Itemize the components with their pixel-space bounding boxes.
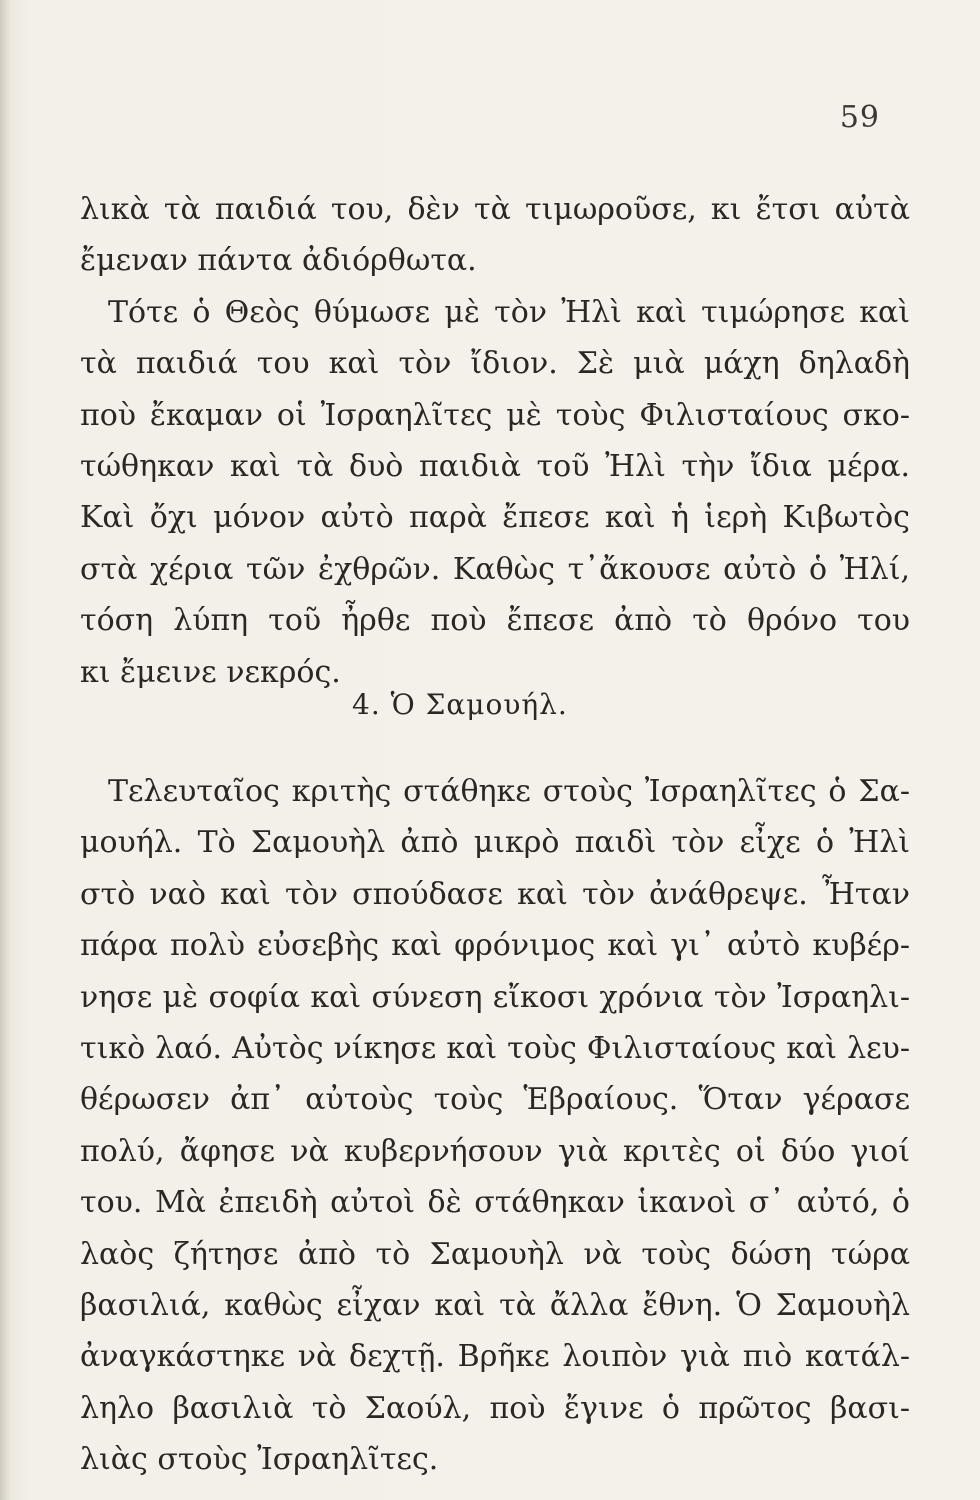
text-line: ληλο βασιλιὰ τὸ Σαούλ, ποὺ ἔγινε ὁ πρῶτος βασι-	[80, 1390, 910, 1426]
text-line: μουήλ. Τὸ Σαμουὴλ ἀπὸ μικρὸ παιδὶ τὸν εἶχε ὁ Ἠλὶ	[80, 825, 910, 861]
text-line: θέρωσεν ἀπ᾿ αὐτοὺς τοὺς Ἑβραίους. Ὅταν γέρασε	[80, 1082, 910, 1118]
text-line: πολύ, ἄφησε νὰ κυβερνήσουν γιὰ κριτὲς οἱ δύο γιοί	[80, 1133, 910, 1169]
text-line: πάρα πολὺ εὐσεβὴς καὶ φρόνιμος καὶ γι᾿ αὐτὸ κυβέρ-	[80, 928, 910, 964]
text-line: τώθηκαν καὶ τὰ δυὸ παιδιὰ τοῦ Ἠλὶ τὴν ἴδια μέρα.	[80, 449, 910, 485]
text-line: του. Μὰ ἐπειδὴ αὐτοὶ δὲ στάθηκαν ἱκανοὶ σ᾿ αὐτό, ὁ	[80, 1185, 910, 1221]
paragraph-eli	[80, 184, 910, 698]
text-line: τόση λύπη τοῦ ἦρθε ποὺ ἔπεσε ἀπὸ τὸ θρόνο του	[80, 603, 910, 639]
text-line: Τελευταῖος κριτὴς στάθηκε στοὺς Ἰσραηλῖτες ὁ Σα-	[108, 774, 910, 809]
text-line: στὸ ναὸ καὶ τὸν σπούδασε καὶ τὸν ἀνάθρεψε. Ἦταν	[80, 876, 910, 912]
text-line: λικὰ τὰ παιδιά του, δὲν τὰ τιμωροῦσε, κι ἔτσι αὐτὰ	[80, 192, 910, 227]
text-line: ἀναγκάστηκε νὰ δεχτῇ. Βρῆκε λοιπὸν γιὰ πιὸ κατάλ-	[80, 1339, 910, 1375]
text-line: Καὶ ὄχι μόνον αὐτὸ παρὰ ἔπεσε καὶ ἡ ἱερὴ Κιβωτὸς	[80, 500, 910, 536]
text-line: κι ἔμεινε νεκρός.	[80, 654, 341, 690]
text-line: στὰ χέρια τῶν ἐχθρῶν. Καθὼς τ᾿ἄκουσε αὐτὸ ὁ Ἠλί,	[80, 551, 910, 587]
text-line: ἔμεναν πάντα ἀδιόρθωτα.	[80, 243, 477, 279]
text-line: Τότε ὁ Θεὸς θύμωσε μὲ τὸν Ἠλὶ καὶ τιμώρησε καὶ	[108, 294, 910, 330]
section-heading: 4. Ὁ Σαμουήλ.	[352, 688, 568, 721]
text-line: νησε μὲ σοφία καὶ σύνεση εἴκοσι χρόνια τὸν Ἰσραηλι-	[80, 979, 910, 1015]
page-binding-edge	[0, 0, 10, 1500]
text-line: ποὺ ἔκαμαν οἱ Ἰσραηλῖτες μὲ τοὺς Φιλισταίους σκο-	[80, 397, 910, 433]
text-line: λαὸς ζήτησε ἀπὸ τὸ Σαμουὴλ νὰ τοὺς δώση τώρα	[80, 1236, 910, 1272]
text-line: τικὸ λαό. Αὐτὸς νίκησε καὶ τοὺς Φιλισταίους καὶ λευ-	[80, 1031, 910, 1067]
text-line: βασιλιά, καθὼς εἶχαν καὶ τὰ ἄλλα ἔθνη. Ὁ Σαμουὴλ	[80, 1288, 910, 1324]
paragraph-samuel	[80, 766, 910, 1486]
page-number: 59	[839, 100, 880, 135]
text-line: τὰ παιδιά του καὶ τὸν ἴδιον. Σὲ μιὰ μάχη δηλαδὴ	[80, 346, 910, 382]
text-line: λιὰς στοὺς Ἰσραηλῖτες.	[80, 1442, 439, 1478]
